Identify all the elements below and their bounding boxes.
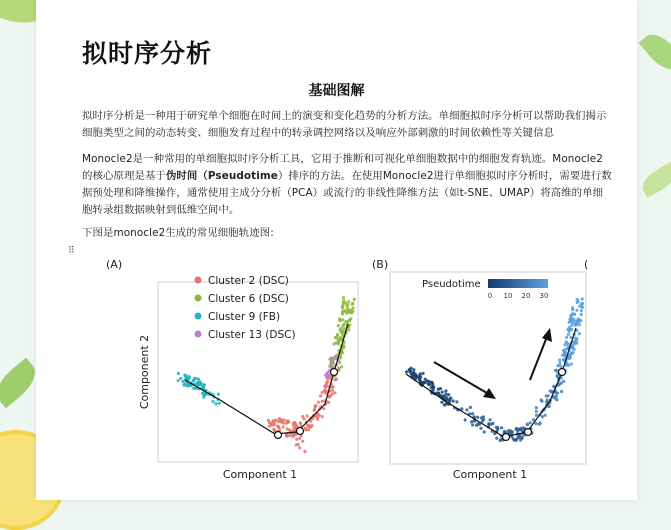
cell-point — [342, 299, 345, 302]
cell-point — [341, 318, 344, 321]
cell-point — [568, 318, 571, 321]
cell-point — [337, 340, 340, 343]
cell-point — [347, 328, 350, 331]
cell-point — [578, 332, 581, 335]
cell-point — [218, 402, 221, 405]
cell-point — [302, 417, 305, 420]
cell-point — [306, 414, 309, 417]
colorbar-tick-label: 10 — [503, 292, 513, 300]
cell-point — [422, 381, 425, 384]
cell-point — [489, 418, 492, 421]
leaf-decoration — [639, 27, 671, 76]
cell-point — [339, 330, 342, 333]
cell-point — [338, 317, 341, 320]
colorbar-title: Pseudotime — [422, 279, 481, 290]
cell-point — [348, 318, 351, 321]
cell-point — [351, 306, 354, 309]
cell-point — [559, 365, 562, 368]
cell-point — [580, 309, 583, 312]
cell-point — [580, 313, 583, 316]
cell-point — [432, 389, 435, 392]
paragraph-text: Monocle2是一种常用的单细胞拟时序分析工具，它用于推断和可视化单细胞数据中的细胞发育轨迹。Monocle2的核心原理是基于 — [82, 153, 603, 182]
cell-point — [428, 383, 431, 386]
cell-point — [323, 385, 326, 388]
cell-point — [549, 390, 552, 393]
cell-point — [327, 401, 330, 404]
colorbar — [488, 279, 548, 288]
cell-point — [464, 418, 467, 421]
bold-term: 伪时间（Pseudotime — [165, 170, 278, 182]
cell-point — [500, 426, 503, 429]
legend-swatch — [195, 277, 202, 284]
cell-point — [198, 383, 201, 386]
cell-point — [278, 417, 281, 420]
panel-b-frame — [390, 272, 586, 464]
paragraph-monocle — [82, 151, 612, 219]
cell-point — [573, 313, 576, 316]
cell-point — [577, 300, 580, 303]
cell-point — [409, 370, 412, 373]
cell-point — [515, 427, 518, 430]
cell-point — [307, 428, 310, 431]
cell-point — [415, 374, 418, 377]
cell-point — [565, 340, 568, 343]
cell-point — [580, 302, 583, 305]
branch-node — [297, 428, 304, 435]
cell-point — [544, 414, 547, 417]
cell-point — [278, 427, 281, 430]
cell-point — [529, 421, 532, 424]
colorbar-tick-label: 30 — [539, 292, 549, 300]
cell-point — [578, 323, 581, 326]
cell-point — [469, 406, 472, 409]
cell-point — [431, 383, 434, 386]
cell-point — [343, 327, 346, 330]
cell-point — [332, 362, 335, 365]
cell-point — [187, 383, 190, 386]
legend-swatch — [195, 313, 202, 320]
cell-point — [568, 321, 571, 324]
cell-point — [471, 423, 474, 426]
cell-point — [558, 358, 561, 361]
cell-point — [330, 356, 333, 359]
paragraph-text: ）排序的方法。在使用Monocle2进行单细胞拟时序分析时，需要进行数据预处理和降维操作，通常使用主成分分析（PCA）或流行的非线性降维方法（如t-SNE、UMAP）将高维的单细胞转录组数据映射到低维空间中。 — [82, 170, 612, 216]
cell-point — [349, 311, 352, 314]
cell-point — [285, 435, 288, 438]
cell-point — [581, 306, 584, 309]
cell-point — [540, 398, 543, 401]
cell-point — [482, 415, 485, 418]
cell-point — [325, 375, 328, 378]
cell-point — [340, 327, 343, 330]
cell-point — [440, 401, 443, 404]
branch-node — [275, 432, 282, 439]
cell-point — [575, 309, 578, 312]
cell-point — [299, 422, 302, 425]
cell-point — [535, 410, 538, 413]
cell-point — [323, 389, 326, 392]
cell-point — [314, 404, 317, 407]
cell-point — [517, 434, 520, 437]
cell-point — [422, 372, 425, 375]
cell-point — [495, 437, 498, 440]
cell-point — [342, 324, 345, 327]
branch-node — [559, 369, 566, 376]
cell-point — [447, 393, 450, 396]
drag-handle-icon[interactable]: ⠿ — [68, 246, 74, 256]
branch-node — [503, 434, 510, 441]
cell-point — [439, 387, 442, 390]
legend-label: Cluster 2 (DSC) — [208, 275, 289, 287]
cell-point — [496, 426, 499, 429]
cell-point — [471, 412, 474, 415]
cell-point — [499, 439, 502, 442]
cell-point — [348, 324, 351, 327]
cell-point — [441, 391, 444, 394]
legend-label: Cluster 13 (DSC) — [208, 329, 296, 341]
cell-point — [303, 450, 306, 453]
cell-point — [197, 378, 200, 381]
cell-point — [558, 383, 561, 386]
branch-node — [525, 429, 532, 436]
cell-point — [565, 336, 568, 339]
cell-point — [337, 324, 340, 327]
colorbar-tick-label: 20 — [521, 292, 531, 300]
cell-point — [177, 379, 180, 382]
cell-point — [342, 296, 345, 299]
cell-point — [330, 386, 333, 389]
panel-c-label: ( — [584, 258, 589, 271]
page-title: 拟时序分析 — [82, 39, 213, 68]
cell-point — [444, 389, 447, 392]
cell-point — [569, 315, 572, 318]
cell-point — [476, 422, 479, 425]
paragraph-figure-caption: 下图是monocle2生成的常见细胞轨迹图: — [82, 227, 274, 239]
cell-point — [353, 298, 356, 301]
cell-point — [340, 365, 343, 368]
cell-point — [545, 400, 548, 403]
cell-point — [444, 396, 447, 399]
legend-swatch — [195, 331, 202, 338]
document-page — [36, 0, 637, 500]
cell-point — [301, 440, 304, 443]
cell-point — [346, 304, 349, 307]
cell-point — [268, 425, 271, 428]
cell-point — [476, 416, 479, 419]
cell-point — [405, 370, 408, 373]
cell-point — [563, 343, 566, 346]
cell-point — [341, 304, 344, 307]
cell-point — [270, 423, 273, 426]
cell-point — [347, 300, 350, 303]
cell-point — [452, 399, 455, 402]
cell-point — [412, 368, 415, 371]
panel-a-label: (A) — [106, 258, 123, 271]
legend-swatch — [195, 295, 202, 302]
cell-point — [444, 393, 447, 396]
cell-point — [552, 385, 555, 388]
branch-node — [331, 369, 338, 376]
cell-point — [483, 430, 486, 433]
cell-point — [535, 406, 538, 409]
cell-point — [267, 419, 270, 422]
cell-point — [581, 297, 584, 300]
cell-point — [331, 389, 334, 392]
cell-point — [479, 427, 482, 430]
cell-point — [577, 317, 580, 320]
cell-point — [432, 386, 435, 389]
cell-point — [545, 394, 548, 397]
cell-point — [336, 334, 339, 337]
cell-point — [185, 376, 188, 379]
cell-point — [292, 422, 295, 425]
paragraph-intro: 拟时序分析是一种用于研究单个细胞在时间上的演变和变化趋势的分析方法。单细胞拟时序分析可以帮助我们揭示细胞类型之间的动态转变、细胞发育过程中的转录调控网络以及响应外部刺激的时间依赖性等关键信息 — [82, 110, 607, 139]
x-axis-title: Component 1 — [452, 468, 528, 481]
cell-point — [437, 391, 440, 394]
cell-point — [449, 396, 452, 399]
colorbar-tick-label: 0 — [487, 292, 493, 300]
cell-point — [570, 362, 573, 365]
cell-point — [538, 423, 541, 426]
cell-point — [211, 400, 214, 403]
cell-point — [559, 361, 562, 364]
cell-point — [424, 378, 427, 381]
trajectory-figure — [100, 254, 590, 486]
cell-point — [509, 429, 512, 432]
cell-point — [344, 320, 347, 323]
cell-point — [555, 398, 558, 401]
cell-point — [573, 340, 576, 343]
cell-point — [568, 330, 571, 333]
cell-point — [567, 333, 570, 336]
cell-point — [562, 380, 565, 383]
cell-point — [346, 310, 349, 313]
cell-point — [465, 408, 468, 411]
cell-point — [487, 422, 490, 425]
cell-point — [572, 346, 575, 349]
cell-point — [341, 310, 344, 313]
cell-point — [574, 337, 577, 340]
cell-point — [298, 446, 301, 449]
cell-point — [214, 402, 217, 405]
cell-point — [321, 400, 324, 403]
cell-point — [339, 336, 342, 339]
cell-point — [560, 390, 563, 393]
cell-point — [177, 372, 180, 375]
cell-point — [188, 376, 191, 379]
cell-point — [317, 401, 320, 404]
cell-point — [566, 362, 569, 365]
cell-point — [571, 351, 574, 354]
x-axis-title: Component 1 — [222, 468, 298, 481]
cell-point — [535, 414, 538, 417]
cell-point — [321, 415, 324, 418]
cell-point — [287, 420, 290, 423]
y-axis-title: Component 2 — [138, 334, 151, 410]
legend-label: Cluster 9 (FB) — [208, 311, 281, 323]
cell-point — [295, 438, 298, 441]
cell-point — [576, 321, 579, 324]
leaf-decoration — [638, 162, 671, 198]
cell-point — [557, 364, 560, 367]
section-title: 基础图解 — [308, 83, 365, 99]
cell-point — [179, 377, 182, 380]
cell-point — [490, 422, 493, 425]
cell-point — [563, 353, 566, 356]
cell-point — [333, 391, 336, 394]
cell-point — [571, 306, 574, 309]
cell-point — [470, 420, 473, 423]
cell-point — [325, 381, 328, 384]
cell-point — [319, 394, 322, 397]
cell-point — [455, 400, 458, 403]
cell-point — [341, 351, 344, 354]
legend-label: Cluster 6 (DSC) — [208, 293, 289, 305]
cell-point — [217, 393, 220, 396]
cell-point — [351, 303, 354, 306]
cell-point — [335, 378, 338, 381]
cell-point — [526, 423, 529, 426]
cell-point — [322, 407, 325, 410]
cell-point — [443, 404, 446, 407]
cell-point — [298, 437, 301, 440]
cell-point — [574, 323, 577, 326]
cell-point — [548, 405, 551, 408]
cell-point — [297, 443, 300, 446]
cell-point — [282, 425, 285, 428]
panel-b-label: (B) — [372, 258, 389, 271]
